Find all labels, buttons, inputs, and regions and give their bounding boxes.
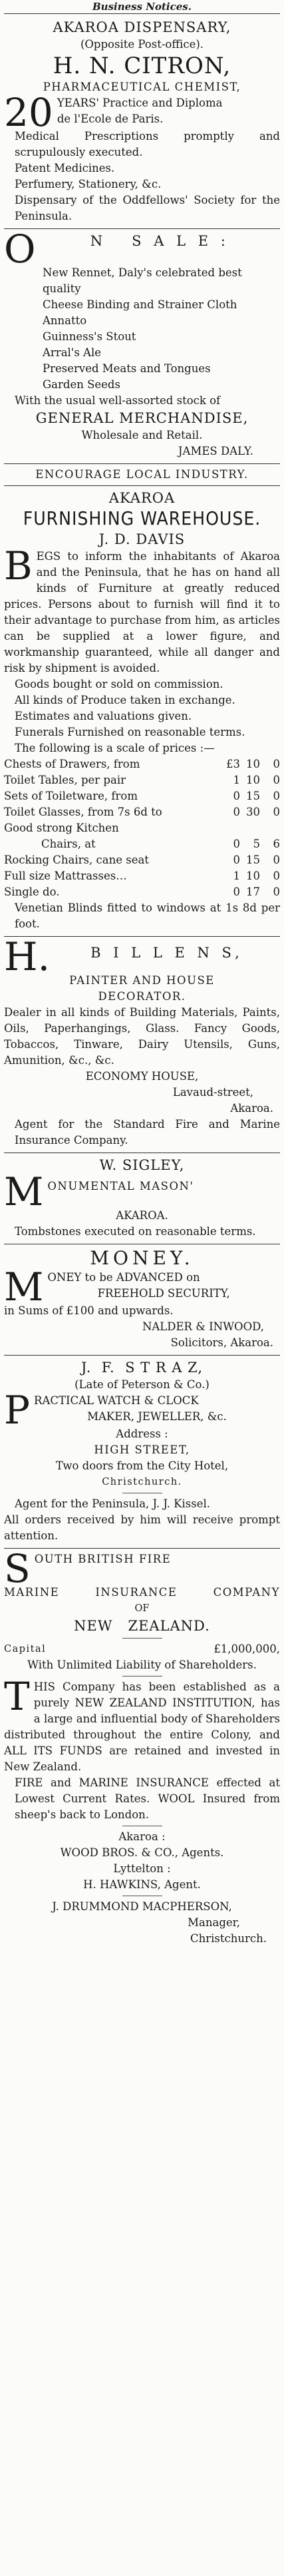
ins-company: COMPANY	[213, 1586, 280, 1599]
straz-orders: All orders received by him will receive prompt attention.	[4, 1513, 280, 1542]
price-row	[4, 772, 280, 788]
straz-doors: Two doors from the City Hotel,	[55, 1459, 229, 1472]
citron-line-3: Perfumery, Stationery, &c.	[15, 178, 162, 190]
price-shillings: 10	[246, 774, 260, 786]
price-label: Single do.	[4, 886, 60, 898]
citron-line-2: Patent Medicines.	[15, 162, 115, 174]
money-l2: FREEHOLD SECURITY,	[97, 1287, 230, 1300]
price-label: Full size Mattrasses…	[4, 870, 127, 882]
citron-title: AKAROA DISPENSARY,	[53, 19, 231, 35]
ins-wood: WOOD BROS. & CO., Agents.	[60, 1846, 224, 1859]
billens-street: Lavaud-street,	[172, 1086, 253, 1099]
ins-capital-label: Capital	[4, 1644, 47, 1655]
ins-body-drop-cap: T	[4, 1674, 30, 1719]
price-pence: 0	[273, 886, 280, 898]
straz-addr-label: Address :	[116, 1427, 168, 1440]
citron-line-4: Dispensary of the Oddfellows' Society for the Peninsula.	[15, 194, 280, 222]
ins-l1: OUTH BRITISH FIRE	[34, 1553, 172, 1565]
billens-house: ECONOMY HOUSE,	[85, 1070, 199, 1083]
straz-body	[4, 1393, 280, 1426]
price-pence: 0	[273, 774, 280, 786]
price-row	[4, 852, 280, 868]
straz-city: Christchurch.	[102, 1477, 182, 1487]
daly-with: With the usual well-assorted stock of	[15, 394, 221, 407]
davis-intro	[4, 543, 280, 676]
straz-addr: HIGH STREET,	[94, 1443, 190, 1456]
straz-l2: MAKER, JEWELLER, &c.	[87, 1410, 227, 1423]
daly-item-2: Cheese Binding and Strainer Cloth	[43, 298, 237, 311]
price-label: Chairs, at	[41, 838, 96, 850]
ins-insurance: INSURANCE	[95, 1586, 178, 1599]
years-line2: de l'Ecole de Paris.	[57, 113, 164, 125]
straz-drop-cap: P	[4, 1393, 31, 1426]
davis-drop-cap: B	[4, 543, 33, 589]
daly-item-5: Arral's Ale	[43, 346, 102, 359]
ins-body-text: HIS Company has been established as a purely NEW ZEALAND INSTITUTION, has a large and influential body of Shareholders distributed throughout the entire Colony, and ALL ITS FUNDS are retained and invested in New Zealand.	[4, 1680, 280, 1773]
sigley-role: ONUMENTAL MASON'	[47, 1180, 194, 1192]
daly-item-3: Annatto	[43, 314, 87, 327]
price-shillings: 17	[246, 886, 260, 898]
price-shillings: 15	[246, 854, 260, 866]
price-row	[4, 756, 280, 772]
daly-drop-cap: O	[4, 232, 36, 265]
daly-sign: JAMES DALY.	[178, 445, 253, 457]
price-pence: 6	[273, 838, 280, 850]
price-pence: 0	[273, 790, 280, 802]
price-label: Good strong Kitchen	[4, 822, 119, 834]
short-divider	[122, 1638, 162, 1639]
billens-name-row	[4, 939, 280, 973]
ad-straz	[4, 1356, 280, 1549]
davis-p4: Estimates and valuations given.	[15, 710, 192, 722]
davis-scale-intro: The following is a scale of prices :—	[15, 742, 215, 754]
billens-name: B I L L E N S,	[90, 945, 243, 961]
section-banner: Business Notices.	[92, 1, 192, 13]
ins-manager: J. DRUMMOND MACPHERSON,	[52, 1900, 232, 1913]
billens-drop-cap: H.	[4, 939, 51, 973]
money-l1: ONEY to be ADVANCED on	[47, 1271, 200, 1284]
daly-wholesale: Wholesale and Retail.	[81, 429, 203, 441]
daly-merch: GENERAL MERCHANDISE,	[35, 410, 249, 426]
money-title: MONEY.	[90, 1247, 194, 1269]
davis-intro-text: EGS to inform the inhabitants of Akaroa and the Peninsula, that he has on hand all kinds of Furniture at greatly reduced prices. Persons about to furnish will find it to their advantage to purchase from him, as articles can be supplied at a lower figure, and workmanship guaranteed, while all danger and risk by shipment is avoided.	[4, 550, 280, 674]
divider	[4, 485, 280, 486]
ins-body	[4, 1674, 280, 1775]
ad-daly	[4, 229, 280, 464]
ad-davis	[4, 464, 280, 937]
ad-billens	[4, 937, 280, 1153]
davis-p2: Goods bought or sold on commission.	[15, 678, 223, 690]
price-pounds: 0	[233, 854, 240, 866]
billens-desc: Dealer in all kinds of Building Materials, Paints, Oils, Paperhangings, Glass. Fancy Goods, Tobaccos, Tinware, Dairy Utensils, Guns, Amunition, &c., &c.	[4, 1006, 280, 1067]
sigley-drop-cap: M	[4, 1174, 44, 1208]
price-shillings: 10	[246, 758, 260, 770]
ad-citron	[4, 15, 280, 229]
daly-item-4: Guinness's Stout	[43, 330, 136, 343]
ad-sigley	[4, 1153, 280, 1244]
billens-role2: DECORATOR.	[98, 990, 186, 1003]
davis-venetian: Venetian Blinds fitted to windows at 1s 8d per foot.	[15, 902, 280, 930]
sigley-role-row	[4, 1174, 280, 1208]
ins-nz: NEW ZEALAND.	[74, 1618, 210, 1634]
ins-unlimited: With Unlimited Liability of Shareholders.	[27, 1659, 257, 1671]
ins-lyttelton: Lyttelton :	[113, 1862, 171, 1875]
price-label: Toilet Tables, per pair	[4, 774, 126, 786]
citron-sub: (Opposite Post-office).	[80, 38, 204, 51]
divider	[4, 13, 280, 14]
money-drop-cap: M	[4, 1270, 44, 1303]
daly-item-1: New Rennet, Daly's celebrated best quality	[43, 266, 242, 295]
ins-fire: FIRE and MARINE INSURANCE effected at Lowest Current Rates. WOOL Insured from sheep's back to London.	[15, 1776, 280, 1821]
encourage-line: ENCOURAGE LOCAL INDUSTRY.	[35, 468, 249, 481]
price-row	[4, 884, 280, 900]
ad-money	[4, 1244, 280, 1356]
ins-drop-cap: S	[4, 1551, 31, 1585]
money-l3: in Sums of £100 and upwards.	[4, 1304, 174, 1317]
ins-capital	[4, 1641, 280, 1657]
money-body	[4, 1270, 280, 1303]
price-pounds: 0	[233, 886, 240, 898]
ins-mgr-city: Christchurch.	[190, 1932, 267, 1945]
price-list	[4, 756, 280, 900]
davis-place: AKAROA	[108, 490, 176, 506]
price-pounds	[211, 820, 240, 836]
price-row	[4, 868, 280, 884]
price-pence	[260, 820, 280, 836]
price-pence: 0	[273, 806, 280, 818]
ad-insurance	[4, 1549, 280, 1951]
ins-mgr-title: Manager,	[188, 1916, 240, 1929]
price-shillings: 10	[246, 870, 260, 882]
price-pounds: £3	[226, 758, 240, 770]
citron-line-1: Medical Prescriptions promptly and scrupulously executed.	[15, 130, 280, 158]
billens-town: Akaroa.	[230, 1102, 273, 1115]
ins-capital-val: £1,000,000,	[213, 1643, 280, 1655]
price-pence: 0	[273, 870, 280, 882]
years-line1: YEARS' Practice and Diploma	[57, 97, 223, 109]
years-number: 20	[4, 95, 53, 129]
straz-name: J. F. S T R A Z,	[80, 1360, 204, 1376]
price-label: Rocking Chairs, cane seat	[4, 854, 149, 866]
money-firm2: Solicitors, Akaroa.	[170, 1336, 273, 1349]
price-row	[4, 820, 280, 836]
ins-marine: MARINE	[4, 1586, 60, 1599]
billens-agent: Agent for the Standard Fire and Marine Insurance Company.	[15, 1118, 280, 1147]
davis-name: J. D. DAVIS	[98, 531, 186, 547]
price-pounds: 1	[233, 774, 240, 786]
price-label: Sets of Toiletware, from	[4, 790, 138, 802]
price-label: Chests of Drawers, from	[4, 758, 140, 770]
daly-heading: N S A L E :	[90, 233, 229, 249]
daly-item-7: Garden Seeds	[43, 378, 120, 391]
price-pence: 0	[273, 854, 280, 866]
price-pounds: 1	[233, 870, 240, 882]
ins-hawkins: H. HAWKINS, Agent.	[83, 1878, 201, 1891]
daly-item-6: Preserved Meats and Tongues	[43, 362, 211, 375]
citron-years	[4, 95, 280, 129]
ins-of: OF	[134, 1603, 150, 1614]
ins-akaroa: Akaroa :	[118, 1830, 166, 1843]
price-label: Toilet Glasses, from 7s 6d to	[4, 806, 162, 818]
straz-late: (Late of Peterson & Co.)	[74, 1378, 210, 1391]
price-row	[4, 788, 280, 804]
billens-role1: PAINTER AND HOUSE	[69, 974, 215, 987]
price-shillings: 30	[246, 806, 260, 818]
straz-agent: Agent for the Peninsula, J. J. Kissel.	[15, 1497, 211, 1510]
price-shillings: 15	[246, 790, 260, 802]
sigley-place: AKAROA.	[116, 1209, 168, 1222]
price-pence: 0	[273, 758, 280, 770]
citron-role: PHARMACEUTICAL CHEMIST,	[43, 81, 241, 93]
sigley-name: W. SIGLEY,	[99, 1157, 185, 1173]
davis-p5: Funerals Furnished on reasonable terms.	[15, 726, 245, 738]
price-row	[4, 804, 280, 820]
sigley-note: Tombstones executed on reasonable terms.	[15, 1225, 256, 1238]
price-pounds: 0	[233, 838, 240, 850]
daly-heading-row	[4, 232, 280, 265]
davis-p3: All kinds of Produce taken in exchange.	[15, 694, 235, 706]
ins-header	[4, 1551, 280, 1585]
citron-name: H. N. CITRON,	[53, 53, 231, 79]
price-pounds: 0	[233, 790, 240, 802]
price-shillings	[240, 820, 260, 836]
money-firm: NALDER & INWOOD,	[142, 1320, 264, 1333]
price-row	[4, 836, 280, 852]
ins-l2	[4, 1585, 280, 1601]
straz-l1: RACTICAL WATCH & CLOCK	[34, 1394, 199, 1407]
price-shillings: 5	[253, 838, 260, 850]
price-pounds: 0	[233, 806, 240, 818]
davis-title: FURNISHING WAREHOUSE.	[23, 507, 261, 529]
